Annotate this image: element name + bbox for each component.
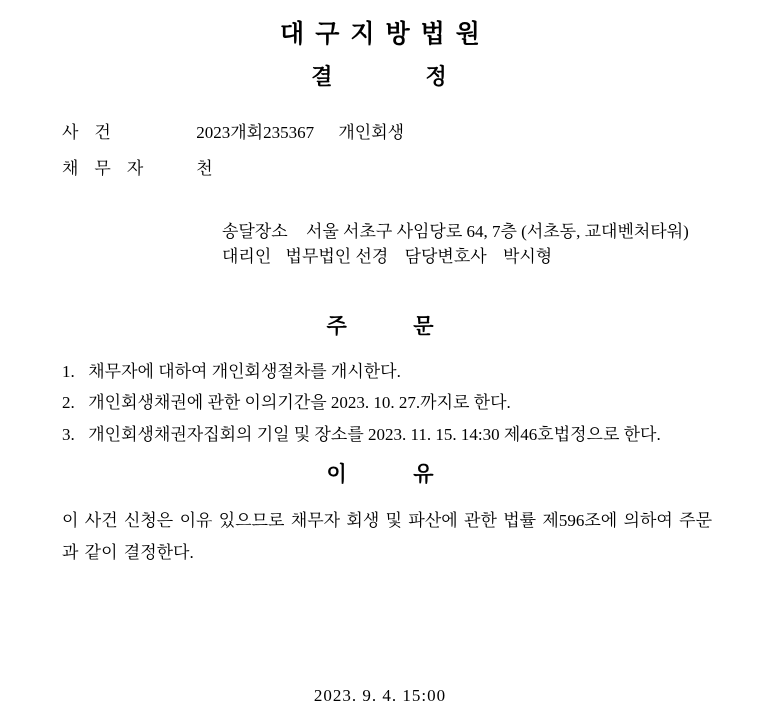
order-heading-first-char: 주 (326, 314, 347, 338)
debtor-info-row (62, 154, 213, 179)
list-item (62, 356, 661, 387)
reason-heading-second-char: 유 (413, 462, 434, 486)
list-item (62, 387, 661, 418)
order-item-number: 2. (62, 393, 75, 413)
case-label: 사건 (62, 123, 127, 142)
reason-heading-first-char: 이 (326, 462, 347, 486)
order-item-text: 개인회생채권자집회의 기일 및 장소를 2023. 11. 15. 14:30 제46호법정으로 한다. (88, 424, 661, 444)
service-address-value: 서울 서초구 사임당로 64, 7층 (서초동, 교대벤처타워) (305, 222, 689, 241)
document-type-first-char: 결 (311, 64, 335, 89)
document-type-heading (0, 60, 760, 91)
service-address-label: 송달장소 (222, 222, 288, 241)
debtor-label: 채무자 (62, 159, 160, 178)
agent-line (222, 245, 689, 270)
order-item-text: 개인회생채권에 관한 이의기간을 2023. 10. 27.까지로 한다. (88, 393, 511, 413)
service-address-block (222, 220, 689, 269)
order-item-text: 채무자에 대하여 개인회생절차를 개시한다. (88, 362, 401, 381)
reason-section-heading (0, 458, 760, 488)
order-heading-second-char: 문 (413, 314, 434, 338)
court-name-heading: 대구지방법원 (280, 21, 491, 48)
order-items-list (62, 356, 661, 450)
attorney-label: 담당변호사 (404, 246, 487, 266)
service-address-line (222, 220, 689, 245)
reason-paragraph: 이 사건 신청은 이유 있으므로 채무자 회생 및 파산에 관한 법률 제596조에 의하여 주문과 같이 결정한다. (62, 511, 712, 563)
document-type-second-char: 정 (425, 64, 449, 89)
order-item-number: 3. (62, 424, 75, 444)
agent-label: 대리인 (222, 246, 272, 266)
debtor-name: 천 (196, 159, 213, 178)
case-info-row (62, 118, 404, 143)
order-section-heading (0, 310, 760, 340)
case-number: 2023개회235367 (196, 123, 315, 142)
agent-firm: 법무법인 선경 (285, 246, 389, 266)
list-item (62, 419, 661, 450)
order-item-number: 1. (62, 362, 75, 381)
decision-date: 2023. 9. 4. 15:00 (313, 686, 447, 705)
attorney-name: 박시형 (502, 246, 553, 266)
case-type: 개인회생 (338, 123, 405, 142)
